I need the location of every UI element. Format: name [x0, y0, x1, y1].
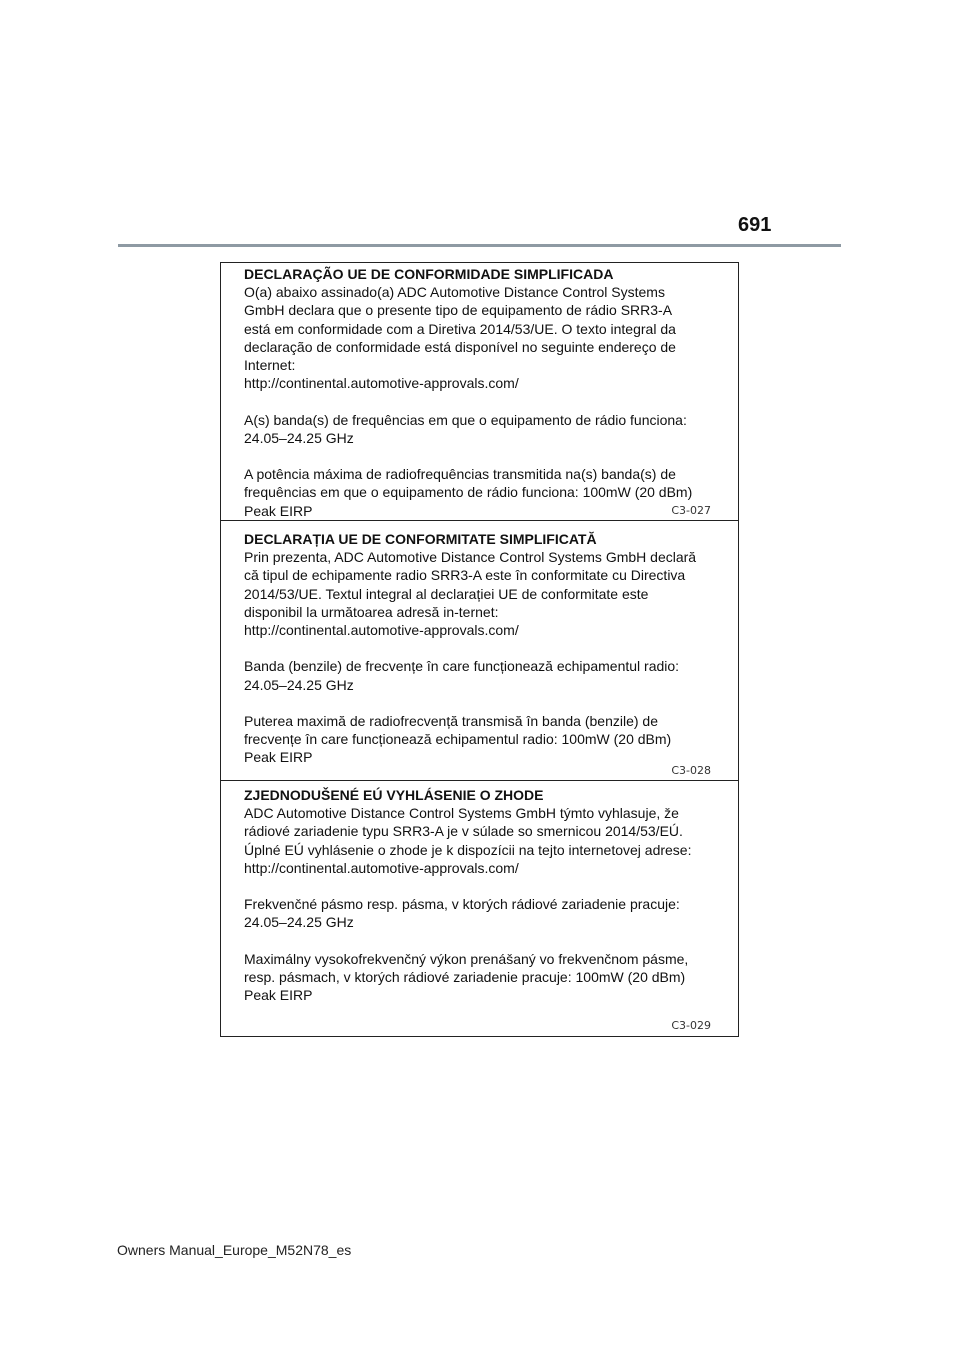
body-line: A(s) banda(s) de frequências em que o equipamento de rádio funciona:: [244, 411, 687, 428]
declaration-body: [244, 804, 718, 1004]
body-line: declaração de conformidade está disponível no seguinte endereço de: [244, 338, 676, 355]
body-line: http://continental.automotive-approvals.com/: [244, 375, 519, 392]
figure-code: C3-029: [671, 1018, 711, 1032]
body-line: está em conformidade com a Diretiva 2014/53/UE. O texto integral da: [244, 320, 676, 337]
body-line: Maximálny vysokofrekvenčný výkon prenášaný vo frekvenčnom pásme,: [244, 950, 689, 967]
body-line: rádiové zariadenie typu SRR3-A je v súlade so smernicou 2014/53/EÚ.: [244, 823, 683, 840]
body-line: disponibil la următoarea adresă in-ternet:: [244, 603, 499, 620]
body-line: http://continental.automotive-approvals.com/: [244, 859, 519, 876]
body-line: Peak EIRP: [244, 749, 313, 766]
footer-text: Owners Manual_Europe_M52N78_es: [117, 1242, 352, 1258]
body-line: că tipul de echipamente radio SRR3-A este în conformitate cu Directiva: [244, 567, 686, 584]
declaration-slovak: [221, 781, 738, 1037]
declaration-portuguese: [221, 263, 738, 521]
page-number: 691: [738, 214, 772, 236]
body-line: O(a) abaixo assinado(a) ADC Automotive Distance Control Systems: [244, 284, 665, 301]
body-line: Internet:: [244, 357, 296, 374]
declaration-body: [244, 548, 718, 766]
header-rule: [118, 244, 841, 247]
body-line: resp. pásmach, v ktorých rádiové zariadenie pracuje: 100mW (20 dBm): [244, 969, 686, 985]
blank-line: [244, 694, 718, 712]
declarations-box: [220, 262, 739, 1037]
blank-line: [244, 877, 718, 895]
body-line: A potência máxima de radiofrequências transmitida na(s) banda(s) de: [244, 466, 676, 483]
body-line: Peak EIRP: [244, 502, 313, 519]
blank-line: [244, 932, 718, 950]
blank-line: [244, 639, 718, 657]
declaration-title: ZJEDNODUŠENÉ EÚ VYHLÁSENIE O ZHODE: [244, 787, 544, 803]
declaration-title: DECLARAÇÃO UE DE CONFORMIDADE SIMPLIFICADA: [244, 266, 614, 282]
body-line: frecvențe în care funcționează echipamentul radio: 100mW (20 dBm): [244, 731, 672, 748]
blank-line: [244, 447, 718, 465]
body-line: http://continental.automotive-approvals.com/: [244, 622, 519, 639]
declaration-romanian: [221, 521, 738, 781]
body-line: 24.05–24.25 GHz: [244, 429, 354, 446]
body-line: Úplné EÚ vyhlásenie o zhode je k dispozícii na tejto internetovej adrese:: [244, 841, 692, 858]
figure-code: C3-027: [671, 503, 711, 517]
body-line: 24.05–24.25 GHz: [244, 676, 354, 693]
body-line: GmbH declara que o presente tipo de equipamento de rádio SRR3-A: [244, 302, 673, 319]
body-line: Prin prezenta, ADC Automotive Distance Control Systems GmbH declară: [244, 549, 697, 566]
declaration-body: [244, 283, 718, 520]
body-line: Puterea maximă de radiofrecvență transmisă în banda (benzile) de: [244, 713, 658, 729]
body-line: ADC Automotive Distance Control Systems GmbH týmto vyhlasuje, že: [244, 805, 679, 822]
body-line: frequências em que o equipamento de rádio funciona: 100mW (20 dBm): [244, 484, 693, 501]
body-line: 2014/53/UE. Textul integral al declarației UE de conformitate este: [244, 585, 649, 602]
figure-code: C3-028: [671, 763, 711, 777]
declaration-title: DECLARAȚIA UE DE CONFORMITATE SIMPLIFICATĂ: [244, 531, 597, 547]
body-line: Frekvenčné pásmo resp. pásma, v ktorých rádiové zariadenie pracuje:: [244, 896, 680, 913]
blank-line: [244, 392, 718, 410]
body-line: Banda (benzile) de frecvențe în care funcționează echipamentul radio:: [244, 658, 680, 675]
body-line: Peak EIRP: [244, 987, 313, 1004]
body-line: 24.05–24.25 GHz: [244, 914, 354, 931]
